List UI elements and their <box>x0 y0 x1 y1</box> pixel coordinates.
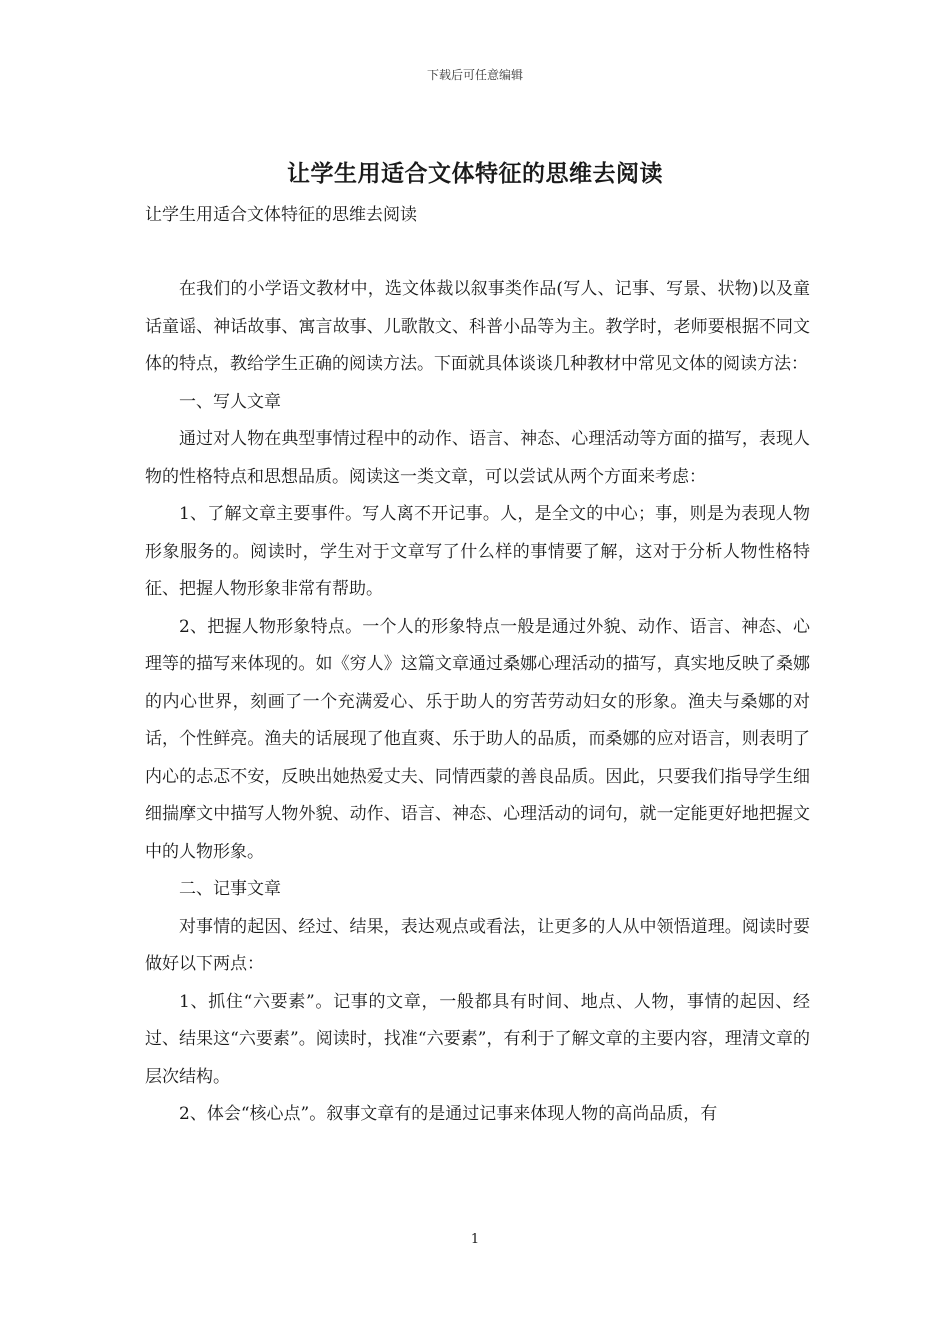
document-subtitle: 让学生用适合文体特征的思维去阅读 <box>145 205 417 225</box>
paragraph: 1、抓住“六要素”。记事的文章，一般都具有时间、地点、人物，事情的起因、经过、结果这“六要素”。阅读时，找准“六要素”，有利于了解文章的主要内容，理清文章的层次结构。 <box>145 991 810 1087</box>
paragraph: 2、体会“核心点”。叙事文章有的是通过记事来体现人物的高尚品质，有 <box>179 1104 718 1124</box>
paragraph: 2、把握人物形象特点。一个人的形象特点一般是通过外貌、动作、语言、神态、心理等的描写来体现的。如《穷人》这篇文章通过桑娜心理活动的描写，真实地反映了桑娜的内心世界，刻画了一个充满爱心、乐于助人的穷苦劳动妇女的形象。渔夫与桑娜的对话，个性鲜亮。渔夫的话展现了他直爽、乐于助人的品质，而桑娜的应对语言，则表明了内心的忐忑不安，反映出她热爱丈夫、同情西蒙的善良品质。因此，只要我们指导学生细细揣摩文中描写人物外貌、动作、语言、神态、心理活动的词句，就一定能更好地把握文中的人物形象。 <box>145 616 810 862</box>
section-heading-1: 一、写人文章 <box>179 391 281 412</box>
document-title: 让学生用适合文体特征的思维去阅读 <box>287 160 663 187</box>
document-body <box>145 271 810 1134</box>
page-header-note: 下载后可任意编辑 <box>426 68 523 82</box>
paragraph: 1、了解文章主要事件。写人离不开记事。人，是全文的中心；事，则是为表现人物形象服务的。阅读时，学生对于文章写了什么样的事情要了解，这对于分析人物性格特征、把握人物形象非常有帮助。 <box>145 504 810 599</box>
paragraph: 通过对人物在典型事情过程中的动作、语言、神态、心理活动等方面的描写，表现人物的性格特点和思想品质。阅读这一类文章，可以尝试从两个方面来考虑： <box>145 429 810 487</box>
page-number: 1 <box>470 1232 480 1247</box>
section-heading-2: 二、记事文章 <box>179 879 281 899</box>
paragraph-intro: 在我们的小学语文教材中，选文体裁以叙事类作品(写人、记事、写景、状物)以及童话童谣、神话故事、寓言故事、儿歌散文、科普小品等为主。教学时，老师要根据不同文体的特点，教给学生正确的阅读方法。下面就具体谈谈几种教材中常见文体的阅读方法： <box>145 279 810 374</box>
paragraph: 对事情的起因、经过、结果，表达观点或看法，让更多的人从中领悟道理。阅读时要做好以下两点： <box>145 916 810 974</box>
